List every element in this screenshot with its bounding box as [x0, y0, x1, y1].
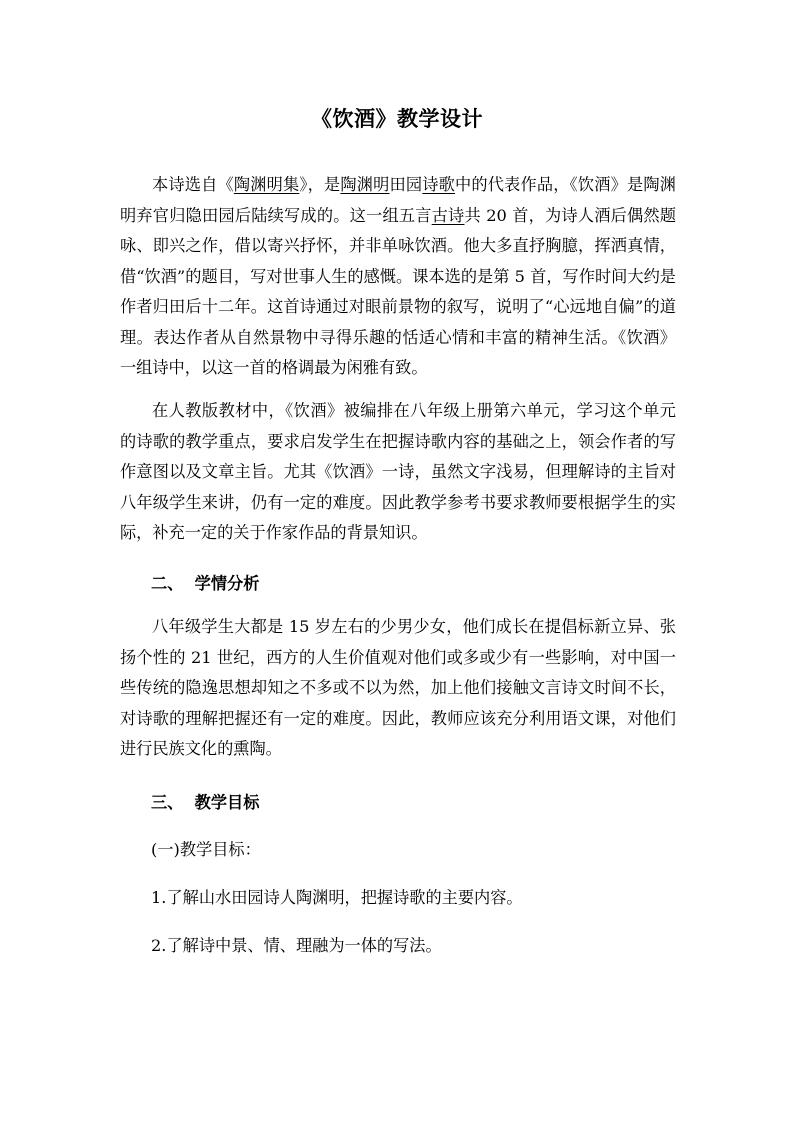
text-run: 田园: [389, 175, 423, 194]
learning-analysis-paragraph: 八年级学生大都是 15 岁左右的少男少女，他们成长在提倡标新立异、张扬个性的 21 世纪，西方的人生价值观对他们或多或少有一些影响，对中国一些传统的隐逸思想却知之不多或不以为然，加上他们接触文言诗文时间不长，对诗歌的理解把握还有一定的难度。因此，教师应该充分利用语文课，对他们进行民族文化的熏陶。: [120, 617, 676, 758]
text-run: 中的代表作品，《饮酒》是陶渊明弃官归隐田园后陆续写成的。这一组五言: [120, 175, 676, 225]
link-ancient-poem[interactable]: 古诗: [431, 205, 465, 225]
link-collection[interactable]: 陶渊明集: [233, 175, 300, 194]
text-run: 共 20 首，为诗人酒后偶然题咏、即兴之作，借以寄兴抒怀，并非单咏饮酒。他大多直抒胸臆，挥洒真情，借“饮酒”的题目，写对世事人生的感慨。课本选的是第 5 首，写作时间大约是作者归田后十二年。这首诗通过对眼前景物的叙写，说明了“心远地自偏”的道理。表达作者从自然景物中寻得乐趣的恬适心情和丰富的精神生活。《饮酒》一组诗中，以这一首的格调最为闲雅有致。: [120, 205, 677, 377]
link-poetry[interactable]: 诗歌: [422, 175, 456, 194]
goal-item: 2.了解诗中景、情、理融为一体的写法。: [151, 936, 442, 955]
sub-heading-goals: (一)教学目标：: [151, 840, 261, 859]
section-heading-learning-analysis: 二、 学情分析: [151, 574, 260, 593]
document-title: 《饮酒》教学设计: [311, 106, 483, 131]
link-poet[interactable]: 陶渊明: [340, 175, 390, 194]
intro-paragraph-1: [120, 170, 676, 384]
intro-paragraph-2: 在人教版教材中，《饮酒》被编排在八年级上册第六单元，学习这个单元的诗歌的教学重点，要求启发学生在把握诗歌内容的基础之上，领会作者的写作意图以及文章主旨。尤其《饮酒》一诗，虽然文字浅易，但理解诗的主旨对八年级学生来讲，仍有一定的难度。因此教学参考书要求教师要根据学生的实际，补充一定的关于作家作品的背景知识。: [120, 401, 676, 542]
text-run: 》，是: [299, 175, 341, 194]
goal-item: 1.了解山水田园诗人陶渊明，把握诗歌的主要内容。: [151, 888, 523, 907]
text-run: 本诗选自《: [152, 175, 234, 194]
section-heading-teaching-goals: 三、 教学目标: [151, 793, 260, 812]
